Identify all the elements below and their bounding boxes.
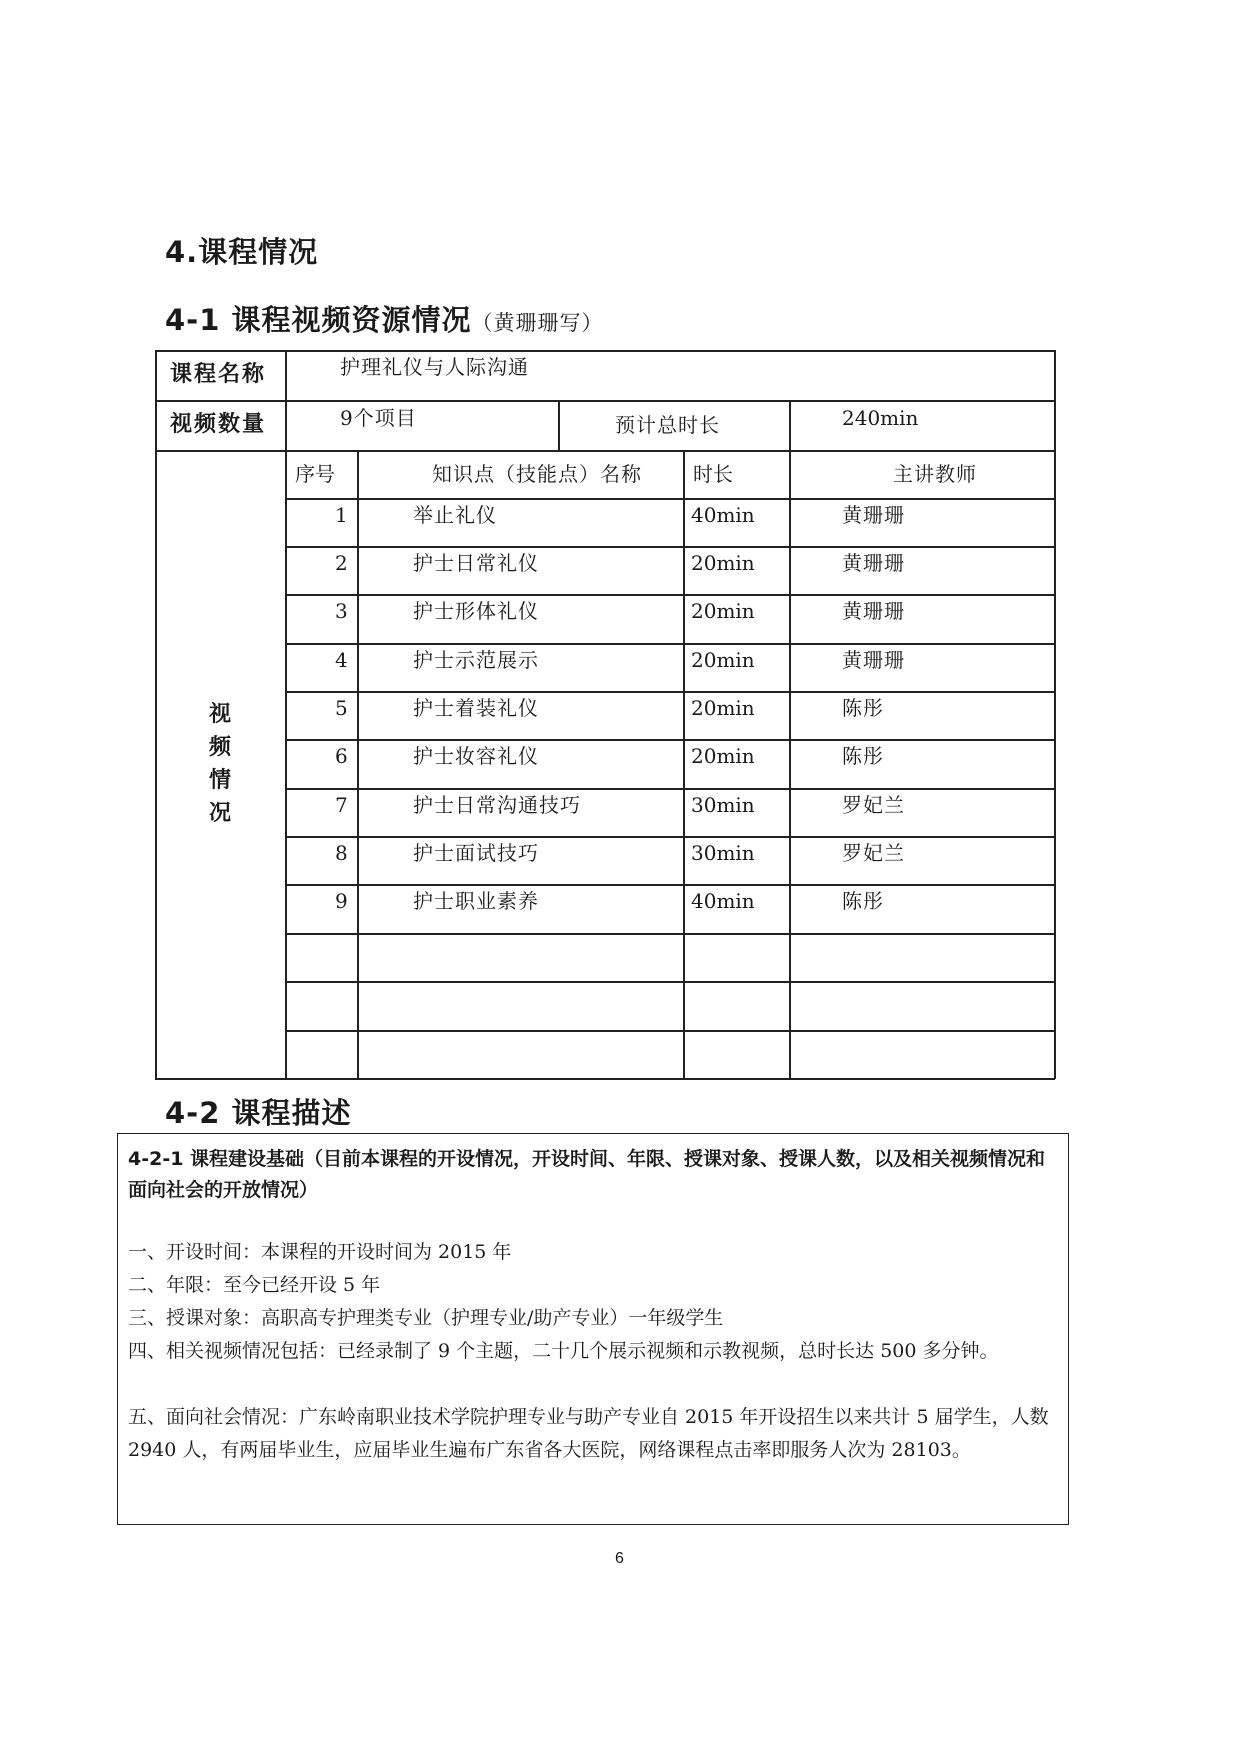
row-topic: 护士日常沟通技巧 bbox=[413, 793, 581, 817]
video-count-value: 9个项目 bbox=[340, 406, 417, 430]
row-teacher: 黄珊珊 bbox=[842, 503, 905, 527]
header-teacher: 主讲教师 bbox=[893, 462, 977, 486]
header-duration: 时长 bbox=[693, 462, 733, 486]
side-label-char: 视 bbox=[208, 702, 231, 727]
row-teacher: 罗妃兰 bbox=[842, 793, 905, 817]
description-line: 五、面向社会情况：广东岭南职业技术学院护理专业与助产专业自 2015 年开设招生以来共计 5 届学生，人数 2940 人，有两届毕业生，应届毕业生遍布广东省各大医院，网络课程点击率即服务人次为 28103。 bbox=[128, 1406, 1049, 1461]
row-index: 2 bbox=[335, 551, 348, 575]
total-duration-value: 240min bbox=[842, 406, 919, 430]
section-heading: 4.课程情况 bbox=[165, 235, 319, 269]
subsection-title-course-description: 4-2 课程描述 bbox=[165, 1096, 352, 1130]
row-index: 3 bbox=[335, 599, 348, 623]
row-topic: 护士妆容礼仪 bbox=[413, 744, 539, 768]
row-topic: 护士形体礼仪 bbox=[413, 599, 539, 623]
row-index: 4 bbox=[335, 648, 348, 672]
row-teacher: 陈彤 bbox=[842, 889, 884, 913]
row-index: 5 bbox=[335, 696, 348, 720]
header-topic: 知识点（技能点）名称 bbox=[432, 462, 642, 486]
total-duration-label: 预计总时长 bbox=[615, 413, 720, 437]
row-topic: 护士面试技巧 bbox=[413, 841, 539, 865]
row-index: 6 bbox=[335, 744, 348, 768]
description-line: 一、开设时间：本课程的开设时间为 2015 年 bbox=[128, 1241, 512, 1263]
row-topic: 护士日常礼仪 bbox=[413, 551, 539, 575]
subsection-title-video-resources bbox=[165, 298, 604, 339]
row-duration: 20min bbox=[691, 648, 755, 672]
subsection-author-note: （黄珊珊写） bbox=[471, 311, 604, 335]
page-number: 6 bbox=[615, 1550, 624, 1567]
header-index: 序号 bbox=[295, 462, 335, 486]
row-teacher: 陈彤 bbox=[842, 744, 884, 768]
course-name-value: 护理礼仪与人际沟通 bbox=[340, 355, 529, 379]
side-label-char: 频 bbox=[208, 735, 231, 760]
row-index: 9 bbox=[335, 889, 348, 913]
description-line: 四、相关视频情况包括：已经录制了 9 个主题，二十几个展示视频和示教视频，总时长达 500 多分钟。 bbox=[128, 1340, 999, 1362]
row-duration: 20min bbox=[691, 551, 755, 575]
row-duration: 20min bbox=[691, 744, 755, 768]
row-index: 1 bbox=[335, 503, 348, 527]
description-line: 三、授课对象：高职高专护理类专业（护理专业/助产专业）一年级学生 bbox=[128, 1307, 724, 1329]
row-topic: 护士职业素养 bbox=[413, 889, 539, 913]
description-title: 4-2-1 课程建设基础（目前本课程的开设情况，开设时间、年限、授课对象、授课人数，以及相关视频情况和面向社会的开放情况） bbox=[128, 1148, 1046, 1201]
row-teacher: 黄珊珊 bbox=[842, 648, 905, 672]
row-duration: 40min bbox=[691, 503, 755, 527]
course-name-label: 课程名称 bbox=[170, 362, 267, 387]
row-teacher: 黄珊珊 bbox=[842, 599, 905, 623]
video-count-label: 视频数量 bbox=[170, 412, 267, 437]
course-description-box bbox=[117, 1133, 1069, 1525]
row-index: 7 bbox=[335, 793, 348, 817]
video-situation-side-label bbox=[205, 698, 235, 830]
row-duration: 20min bbox=[691, 696, 755, 720]
row-duration: 20min bbox=[691, 599, 755, 623]
row-duration: 30min bbox=[691, 793, 755, 817]
row-topic: 举止礼仪 bbox=[413, 503, 497, 527]
row-teacher: 黄珊珊 bbox=[842, 551, 905, 575]
row-teacher: 罗妃兰 bbox=[842, 841, 905, 865]
row-topic: 护士着装礼仪 bbox=[413, 696, 539, 720]
description-line: 二、年限：至今已经开设 5 年 bbox=[128, 1274, 381, 1296]
row-topic: 护士示范展示 bbox=[413, 648, 539, 672]
row-duration: 30min bbox=[691, 841, 755, 865]
side-label-char: 况 bbox=[208, 801, 231, 826]
side-label-char: 情 bbox=[208, 768, 231, 793]
row-teacher: 陈彤 bbox=[842, 696, 884, 720]
row-index: 8 bbox=[335, 841, 348, 865]
subsection-title-text: 4-1 课程视频资源情况 bbox=[165, 303, 472, 337]
row-duration: 40min bbox=[691, 889, 755, 913]
